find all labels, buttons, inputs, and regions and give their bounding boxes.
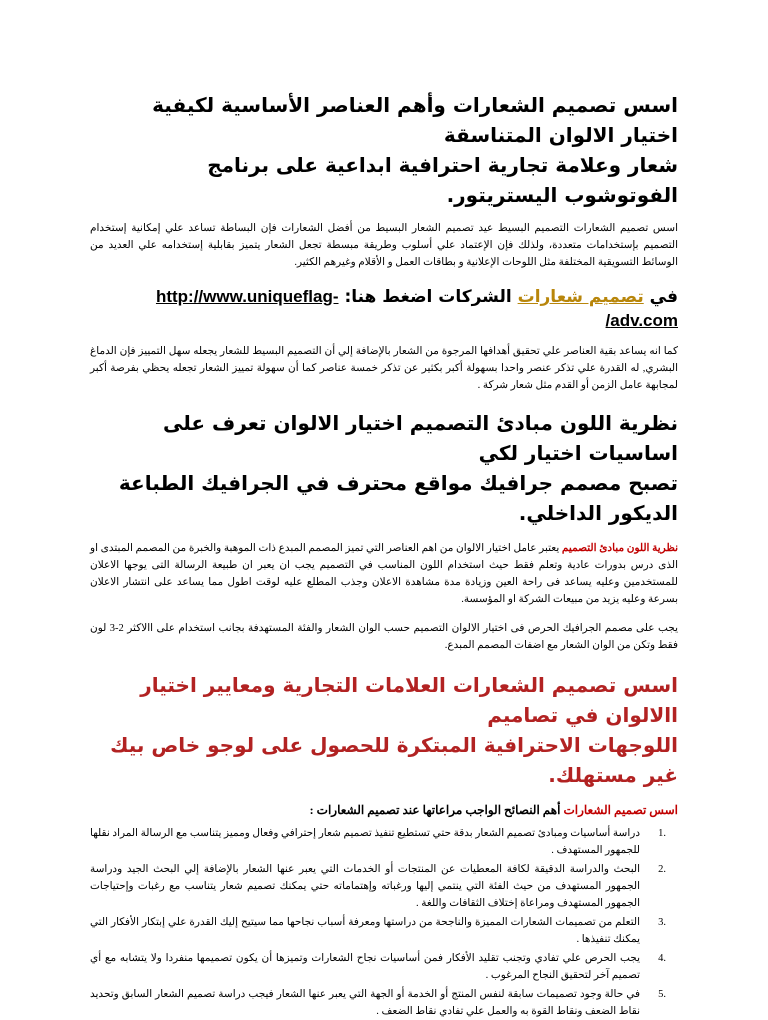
highlight-link[interactable]: تصميم شعارات <box>517 287 644 307</box>
paragraph-3-text: يعتبر عامل اختيار الالوان من اهم العناصر التي تميز المصمم المبدع ذات الموهبة والخبرة من المصمم المبتدى او الذى درس بدورات عادية وتعلم فقط حيث استخدام اللون المناسب في التصميم يجب ان يعبر ان طبيعة الرسالة التى يوجها الاعلان للمستخدمين وعليه يساعد فى راحة العين وزيادة مدة مشاهدة الاعلان وجذب المطلع عليه لوقت اطول مما يساعد على انتشار الاعلان بسرعة وعليه يزيد من مبيعات الشركة او المؤسسة. <box>90 543 678 605</box>
paragraph-1: اسس تصميم الشعارات التصميم البسيط عيد تصميم الشعار البسيط من أفضل الشعارات فإن البساطة تساعد علي إمكانية إستخدام التصميم بإستخدامات متعددة، ولذلك فإن الإعتماد علي أسلوب وطريقة مبسطة تجعل الشعار يتميز بقابلية إستخدامه علي العديد من الوسائط التسويقية المختلفة مثل اللوحات الإعلانية و بطاقات العمل و الأقلام وغيرهم الكثير. <box>90 223 678 268</box>
paragraph-3-lead: نظرية اللون مبادئ التصميم <box>561 543 678 554</box>
heading-2 <box>90 408 678 528</box>
paragraph-4: يجب على مصمم الجرافيك الحرص فى اختيار الالوان التصميم حسب الوان الشعار والفئة المستهدفة بجانب استخدام على االاكثر 2-3 لون فقط وتكن من الوان الشعار مع اضفات المصمم المبدع. <box>90 623 678 651</box>
list-item-text: البحث والدراسة الدقيقة لكافة المعطيات عن المنتجات أو الخدمات التي يعبر عنها الشعار بالإضافة إلي البحث الجيد ودراسة الجمهور المستهدف من حيث الفئة التي ينتمي إليها ورغباته وإهتماماته حتي يمكنك تصميم شعار يتناسب مع رغبات وإحتياجات الجمهور المستهدف ومراعاة إختلاف الثقافات واللغة . <box>90 864 640 909</box>
heading-1-line-2: شعار وعلامة تجارية احترافية ابداعية على برنامج الفوتوشوب اليستريتور. <box>207 153 678 207</box>
link-suffix: الشركات اضغط هنا: <box>344 287 512 307</box>
paragraph-2: كما انه يساعد بقية العناصر علي تحقيق أهدافها المرجوة من الشعار بالإضافة إلي أن التصميم البسيط للشعار يجعله سهل التمييز فإن الدماغ البشري, له القدرة علي تذكر عنصر واحدا بسهولة أكبر بكثير عن تذكر خمسة عناصر كما أن سهولة تمييز الشعار تجعله يحظي بفرصة أكبر لمجابهة عامل الزمن أو القدم مثل شعار شركة . <box>90 346 678 391</box>
list-item <box>90 986 666 1020</box>
list-item-number: 4. <box>658 953 666 964</box>
link-line <box>90 285 678 333</box>
list-item <box>90 950 666 984</box>
heading-2-line-2: تصبح مصمم جرافيك مواقع محترف في الجرافيك الطباعة الديكور الداخلي. <box>118 471 678 525</box>
heading-3-line-1: اسس تصميم الشعارات العلامات التجارية ومعايير اختيار االالوان في تصاميم <box>140 673 678 727</box>
heading-3 <box>90 670 678 790</box>
list-item-text: دراسة أساسيات ومبادئ تصميم الشعار بدقة حتي تستطيع تنفيذ تصميم شعار إحترافي وفعال ومميز يتناسب مع الرسالة المراد نقلها للجمهور المستهدف . <box>90 828 640 856</box>
list-item-number: 2. <box>658 864 666 875</box>
link-prefix: في <box>649 287 678 307</box>
paragraph-3 <box>90 540 678 608</box>
list-item-number: 3. <box>658 917 666 928</box>
heading-1 <box>90 90 678 210</box>
list-item-number: 5. <box>658 989 666 1000</box>
heading-1-line-1: اسس تصميم الشعارات وأهم العناصر الأساسية لكيفية اختيار الالوان المتناسقة <box>152 93 678 147</box>
tips-list <box>90 825 678 1020</box>
list-item-text: في حالة وجود تصميمات سابقة لنفس المنتج أو الخدمة أو الجهة التي يعبر عنها الشعار فيجب دراسة تصميم الشعار السابق وتحديد نقاط الضعف ونقاط القوة به والعمل علي تفادي نقاط الضعف . <box>90 989 640 1017</box>
list-item-number: 1. <box>658 828 666 839</box>
heading-2-line-1: نظرية اللون مبادئ التصميم اختيار الالوان تعرف على اساسيات اختيار لكي <box>163 411 678 465</box>
tips-intro-bold: أهم النصائح الواجب مراعاتها عند تصميم الشعارات : <box>309 803 561 817</box>
list-item <box>90 825 666 859</box>
tips-intro <box>90 802 678 819</box>
tips-intro-red: اسس تصميم الشعارات <box>563 803 678 817</box>
list-item-text: يجب الحرص علي تفادي وتجنب تقليد الأفكار فمن أساسيات نجاح الشعارات وتميزها أن يكون تصميمها منفردا ولا يتشابه مع أي تصميم آخر لتحقيق النجاح المرغوب . <box>90 953 640 981</box>
website-link[interactable]: http://www.uniqueflag-adv.com/ <box>155 287 678 330</box>
list-item-text: التعلم من تصميمات الشعارات المميزة والناجحة من دراستها ومعرفة أسباب نجاحها مما سيتيح إليك القدرة علي إبتكار الأفكار التي يمكنك تنفيذها . <box>90 917 640 945</box>
list-item <box>90 861 666 912</box>
heading-3-line-2: اللوجهات الاحترافية المبتكرة للحصول على لوجو خاص بيك غير مستهلك. <box>110 733 678 787</box>
list-item <box>90 914 666 948</box>
